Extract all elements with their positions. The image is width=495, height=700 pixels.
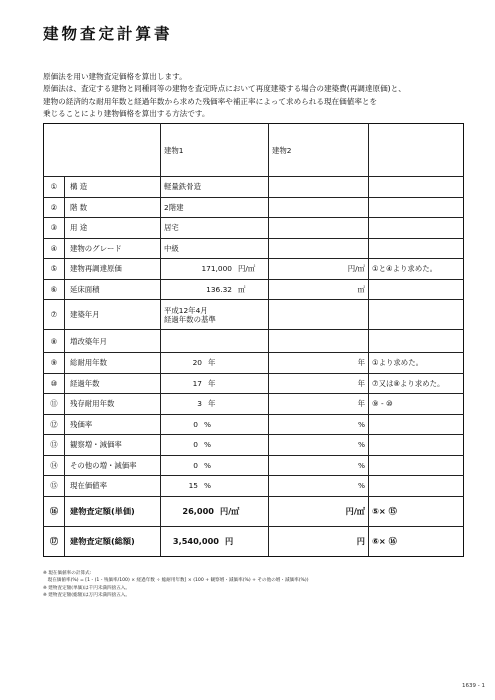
row-note: ①と④より求めた。 xyxy=(369,259,464,280)
building-1-value xyxy=(161,455,269,476)
value-number: 26,000 xyxy=(182,505,214,516)
table-row xyxy=(44,279,464,300)
building-1-value xyxy=(161,197,269,218)
value-unit: % xyxy=(357,460,365,470)
row-number: ④ xyxy=(44,238,65,259)
value-number: 0 xyxy=(193,460,198,470)
value-unit: % xyxy=(204,419,212,429)
row-label: 用 途 xyxy=(65,218,161,239)
building-1-value xyxy=(161,414,269,435)
table-header-row xyxy=(44,124,464,177)
table-row xyxy=(44,394,464,415)
building-1-value xyxy=(161,330,269,353)
building-1-value xyxy=(161,394,269,415)
value-unit: 年 xyxy=(208,399,216,409)
row-note xyxy=(369,414,464,435)
row-number: ⑦ xyxy=(44,300,65,330)
table-row xyxy=(44,238,464,259)
table-row xyxy=(44,455,464,476)
footnote: ※ 建物査定額(単価)は千円未満四捨五入。 xyxy=(43,585,130,591)
building-2-value xyxy=(269,279,369,300)
building-1-value xyxy=(161,353,269,374)
row-number: ⑬ xyxy=(44,435,65,456)
row-number: ⑮ xyxy=(44,476,65,497)
building-1-value xyxy=(161,373,269,394)
row-label: 経過年数 xyxy=(65,373,161,394)
header-note xyxy=(369,124,464,177)
building-2-value xyxy=(269,414,369,435)
value-number: 20 xyxy=(192,358,202,368)
building-1-value xyxy=(161,526,269,556)
value-number: 17 xyxy=(192,378,202,388)
value-unit: ㎡ xyxy=(238,284,246,294)
row-note xyxy=(369,197,464,218)
building-2-value xyxy=(269,353,369,374)
row-label: 建物査定額(総額) xyxy=(65,526,161,556)
row-number: ⑯ xyxy=(44,496,65,526)
row-note xyxy=(369,300,464,330)
building-2-value xyxy=(269,373,369,394)
building-1-value xyxy=(161,435,269,456)
building-1-value xyxy=(161,300,269,330)
appraisal-table xyxy=(43,123,464,557)
row-label: 残存耐用年数 xyxy=(65,394,161,415)
value-unit: 年 xyxy=(357,378,365,388)
value-text: 中級 xyxy=(164,243,179,253)
value-unit: % xyxy=(357,419,365,429)
row-note xyxy=(369,455,464,476)
footnote: ※ 建物査定額(総額)は万円未満四捨五入。 xyxy=(43,593,130,599)
row-label: 延床面積 xyxy=(65,279,161,300)
row-number: ② xyxy=(44,197,65,218)
building-1-value xyxy=(161,279,269,300)
row-label: その他の増・減価率 xyxy=(65,455,161,476)
row-label: 建物再調達原価 xyxy=(65,259,161,280)
value-unit: 円 xyxy=(356,535,365,546)
row-number: ⑧ xyxy=(44,330,65,353)
building-1-value xyxy=(161,238,269,259)
building-1-value xyxy=(161,496,269,526)
value-unit: % xyxy=(204,460,212,470)
value-number: 15 xyxy=(188,481,198,491)
row-note: ①より求めた。 xyxy=(369,353,464,374)
row-note xyxy=(369,279,464,300)
value-text: 2階建 xyxy=(164,202,184,212)
row-note: ⑤× ⑮ xyxy=(369,496,464,526)
value-line: 経過年数の基準 xyxy=(164,314,216,324)
table-row xyxy=(44,435,464,456)
value-unit: 円/㎡ xyxy=(220,505,240,516)
row-number: ③ xyxy=(44,218,65,239)
building-2-value xyxy=(269,218,369,239)
value-number: 3,540,000 xyxy=(172,535,219,546)
value-unit: 年 xyxy=(357,358,365,368)
row-number: ⑰ xyxy=(44,526,65,556)
row-note xyxy=(369,476,464,497)
row-label: 建築年月 xyxy=(65,300,161,330)
header-building-2: 建物2 xyxy=(269,124,369,177)
value-unit: % xyxy=(204,440,212,450)
value-unit: 年 xyxy=(208,378,216,388)
value-line: 平成12年4月 xyxy=(164,305,208,315)
value-unit: 年 xyxy=(208,358,216,368)
footnote: 現在価値率(%) = [1 - (1 - 残価率/100) × 経過年数 ÷ 総耐用年数] × (100 + 観察増・減価率(%) + その他の増・減価率(%)) xyxy=(43,578,309,584)
value-unit: 円/㎡ xyxy=(347,264,365,274)
value-unit: 円 xyxy=(225,535,234,546)
building-2-value xyxy=(269,197,369,218)
row-number: ① xyxy=(44,177,65,198)
row-note xyxy=(369,435,464,456)
row-note: ⑦又は⑧より求めた。 xyxy=(369,373,464,394)
value-unit: % xyxy=(357,440,365,450)
page-number: 1639 - 1 xyxy=(462,683,485,689)
value-unit: 円/㎡ xyxy=(238,264,256,274)
value-number: 136.32 xyxy=(206,284,232,294)
page-title: 建物査定計算書 xyxy=(43,25,173,43)
intro-line: 原価法は、査定する建物と同種同等の建物を査定時点において再度建築する場合の建築費(再調達原価)と、 xyxy=(43,84,406,94)
table-row xyxy=(44,373,464,394)
row-note: ⑨ - ⑩ xyxy=(369,394,464,415)
building-2-value xyxy=(269,330,369,353)
row-number: ⑪ xyxy=(44,394,65,415)
table-row xyxy=(44,526,464,556)
table-row xyxy=(44,177,464,198)
footnote: ※ 現在価値率の計算式: xyxy=(43,571,92,576)
row-label: 建物のグレード xyxy=(65,238,161,259)
table-row xyxy=(44,414,464,435)
row-note: ⑥× ⑯ xyxy=(369,526,464,556)
header-blank xyxy=(44,124,161,177)
intro-text xyxy=(43,71,463,121)
building-2-value xyxy=(269,259,369,280)
row-number: ⑤ xyxy=(44,259,65,280)
value-text: 居宅 xyxy=(164,223,179,233)
building-1-value xyxy=(161,218,269,239)
row-label: 構 造 xyxy=(65,177,161,198)
row-note xyxy=(369,218,464,239)
row-label: 観察増・減価率 xyxy=(65,435,161,456)
intro-line: 乗じることにより建物価格を算出する方法です。 xyxy=(43,109,210,119)
row-label: 建物査定額(単価) xyxy=(65,496,161,526)
table-row xyxy=(44,197,464,218)
table-row xyxy=(44,300,464,330)
row-label: 現在価値率 xyxy=(65,476,161,497)
value-unit: % xyxy=(357,481,365,491)
row-note xyxy=(369,177,464,198)
value-number: 171,000 xyxy=(201,264,232,274)
value-unit: ㎡ xyxy=(357,284,365,294)
building-2-value xyxy=(269,177,369,198)
intro-line: 建物の経済的な耐用年数と経過年数から求めた残価率や補正率によって求められる現在価値率とを xyxy=(43,96,378,106)
building-2-value xyxy=(269,496,369,526)
value-unit: 年 xyxy=(357,399,365,409)
table-row xyxy=(44,476,464,497)
building-1-value xyxy=(161,259,269,280)
row-number: ⑩ xyxy=(44,373,65,394)
building-2-value xyxy=(269,394,369,415)
value-number: 3 xyxy=(197,399,202,409)
building-2-value xyxy=(269,526,369,556)
building-2-value xyxy=(269,455,369,476)
value-number: 0 xyxy=(193,419,198,429)
table-row xyxy=(44,496,464,526)
row-label: 階 数 xyxy=(65,197,161,218)
value-unit: % xyxy=(204,481,212,491)
table-row xyxy=(44,218,464,239)
value-text: 軽量鉄骨造 xyxy=(164,182,201,192)
intro-line: 原価法を用い建物査定価格を算出します。 xyxy=(43,72,187,81)
building-2-value xyxy=(269,435,369,456)
header-building-1: 建物1 xyxy=(161,124,269,177)
building-2-value xyxy=(269,238,369,259)
building-2-value xyxy=(269,300,369,330)
footnotes xyxy=(43,570,309,600)
row-note xyxy=(369,238,464,259)
row-note xyxy=(369,330,464,353)
building-1-value xyxy=(161,476,269,497)
building-2-value xyxy=(269,476,369,497)
table-row xyxy=(44,330,464,353)
table-row xyxy=(44,353,464,374)
row-number: ⑨ xyxy=(44,353,65,374)
row-label: 総耐用年数 xyxy=(65,353,161,374)
value-unit: 円/㎡ xyxy=(345,505,365,516)
row-number: ⑥ xyxy=(44,279,65,300)
row-label: 増改築年月 xyxy=(65,330,161,353)
row-number: ⑫ xyxy=(44,414,65,435)
row-label: 残価率 xyxy=(65,414,161,435)
value-number: 0 xyxy=(193,440,198,450)
building-1-value xyxy=(161,177,269,198)
row-number: ⑭ xyxy=(44,455,65,476)
table-row xyxy=(44,259,464,280)
